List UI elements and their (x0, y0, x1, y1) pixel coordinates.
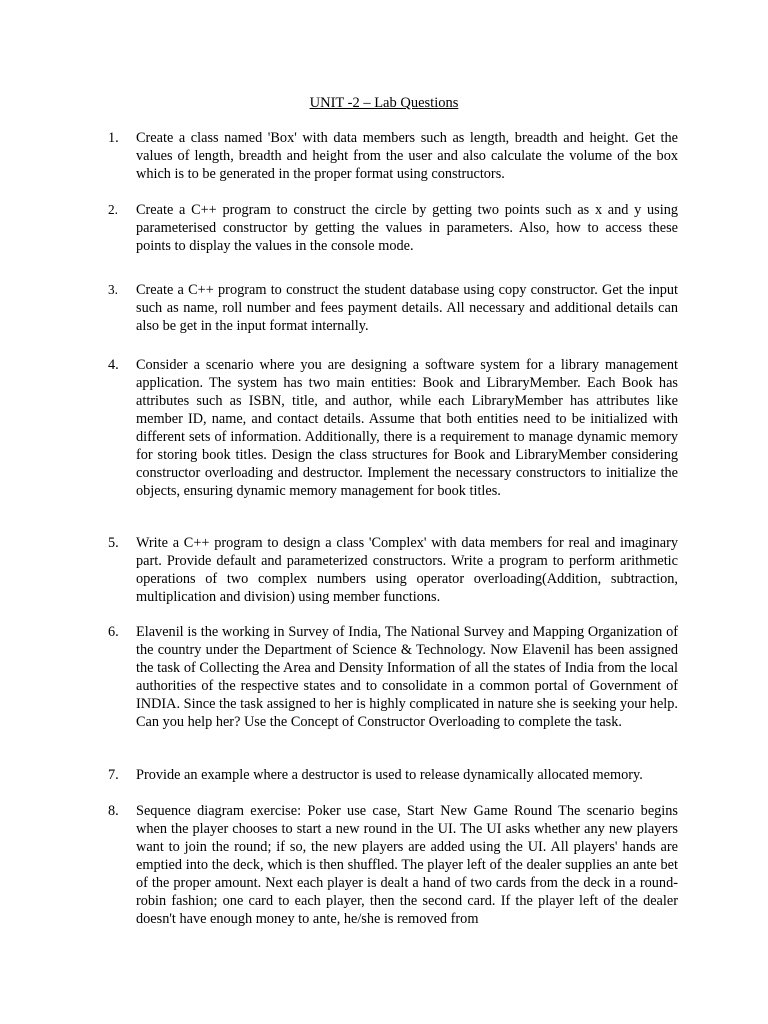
question-item (108, 129, 678, 183)
question-text: Create a C++ program to construct the student database using copy constructor. Get the input such as name, roll number and fees payment details. All necessary and additional details can also be get in the input format internally. (136, 282, 678, 334)
question-text: Provide an example where a destructor is used to release dynamically allocated memory. (136, 767, 643, 783)
question-number: 5. (108, 535, 119, 551)
question-text: Create a C++ program to construct the circle by getting two points such as x and y using parameterised constructor by getting the values in parameters. Also, how to access these points to display the values in the console mode. (136, 202, 678, 254)
question-text: Sequence diagram exercise: Poker use case, Start New Game Round The scenario begins when the player chooses to start a new round in the UI. The UI asks whether any new players want to join the round; if so, the new players are added using the UI. All players' hands are emptied into the deck, which is then shuffled. The player left of the dealer supplies an ante bet of the proper amount. Next each player is dealt a hand of two cards from the deck in a round-robin fashion; one card to each player, then the second card. If the player left of the dealer doesn't have enough money to ante, he/she is removed from (136, 803, 678, 927)
question-number: 1. (108, 130, 119, 146)
question-number: 6. (108, 624, 119, 640)
question-item (108, 281, 678, 335)
question-text: Create a class named 'Box' with data members such as length, breadth and height. Get the values of length, breadth and height from the user and also calculate the volume of the box which is to be generated in the proper format using constructors. (136, 130, 678, 182)
question-number: 8. (108, 803, 119, 819)
question-text: Consider a scenario where you are designing a software system for a library management application. The system has two main entities: Book and LibraryMember. Each Book has attributes such as ISBN, title, and author, while each LibraryMember has attributes like member ID, name, and contact details. Assume that both entities need to be initialized with different sets of information. Additionally, there is a requirement to manage dynamic memory for storing book titles. Design the class structures for Book and LibraryMember considering constructor overloading and destructor. Implement the necessary constructors to initialize the objects, ensuring dynamic memory management for book titles. (136, 357, 678, 499)
question-number: 7. (108, 767, 119, 783)
question-number: 4. (108, 357, 119, 373)
question-item (108, 802, 678, 928)
question-item (108, 766, 678, 784)
question-number: 3. (108, 282, 118, 297)
question-item (108, 356, 678, 500)
question-number: 2. (108, 202, 118, 217)
question-text: Write a C++ program to design a class 'Complex' with data members for real and imaginary part. Provide default and parameterized constructors. Write a program to perform arithmetic operations of two complex numbers using operator overloading(Addition, subtraction, multiplication and division) using member functions. (136, 535, 678, 605)
question-item (108, 623, 678, 731)
question-text: Elavenil is the working in Survey of India, The National Survey and Mapping Organization of the country under the Department of Science & Technology. Now Elavenil has been assigned the task of Collecting the Area and Density Information of all the states of India from the local authorities of the respective states and to consolidate in a common portal of Government of INDIA. Since the task assigned to her is highly complicated in nature she is seeking your help. Can you help her? Use the Concept of Constructor Overloading to complete the task. (136, 624, 678, 730)
document-title: UNIT -2 – Lab Questions (309, 95, 459, 111)
question-item (108, 534, 678, 606)
question-item (108, 201, 678, 255)
